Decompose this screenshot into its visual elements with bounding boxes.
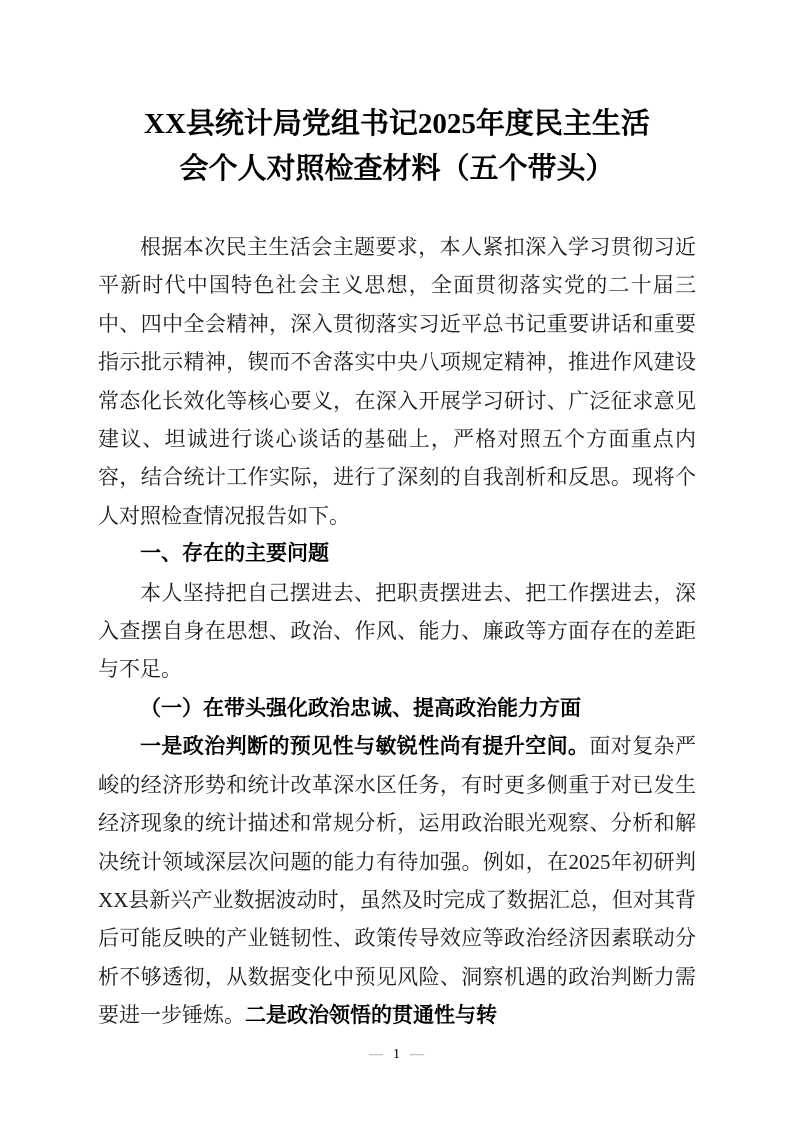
footer-dash-right: — — [410, 1047, 424, 1062]
intro-paragraph: 根据本次民主生活会主题要求，本人紧扣深入学习贯彻习近平新时代中国特色社会主义思想，全面贯彻落实党的二十届三中、四中全会精神，深入贯彻落实习近平总书记重要讲话和重要指示批示精神，锲而不舍落实中央八项规定精神，推进作风建设常态化长效化等核心要义，在深入开展学习研讨、广泛征求意见建议、坦诚进行谈心谈话的基础上，严格对照五个方面重点内容，结合统计工作实际，进行了深刻的自我剖析和反思。现将个人对照检查情况报告如下。 — [98, 235, 696, 528]
subsection-1-1-heading: （一）在带头强化政治忠诚、提高政治能力方面 — [140, 695, 581, 720]
page-content — [98, 0, 696, 1036]
section-1-lead-paragraph: 本人坚持把自己摆进去、把职责摆进去、把工作摆进去，深入查摆自身在思想、政治、作风、能力、廉政等方面存在的差距与不足。 — [98, 580, 696, 682]
item-1-bold-lead: 一是政治判断的预见性与敏锐性尚有提升空间。 — [140, 734, 590, 759]
page-number: 1 — [393, 1047, 400, 1062]
item-1-body-text: 面对复杂严峻的经济形势和统计改革深水区任务，有时更多侧重于对已发生经济现象的统计描述和常规分析，运用政治眼光观察、分析和解决统计领域深层次问题的能力有待加强。例如，在2025年初研判XX县新兴产业数据波动时，虽然及时完成了数据汇总，但对其背后可能反映的产业链韧性、政策传导效应等政治经济因素联动分析不够透彻，从数据变化中预见风险、洞察机遇的政治判断力需要进一步锤炼。 — [98, 734, 696, 1028]
title-line-1: XX县统计局党组书记2025年度民主生活 — [144, 108, 650, 140]
document-title — [98, 102, 696, 192]
item-2-bold-lead: 二是政治领悟的贯通性与转 — [245, 1003, 497, 1028]
subsection-1-1-paragraph — [98, 727, 696, 1034]
footer-dash-left: — — [369, 1047, 383, 1062]
title-line-2: 会个人对照检查材料（五个带头） — [179, 153, 615, 185]
document-body — [98, 228, 696, 1035]
page-footer — [0, 1044, 793, 1066]
section-1-heading: 一、存在的主要问题 — [140, 542, 329, 566]
